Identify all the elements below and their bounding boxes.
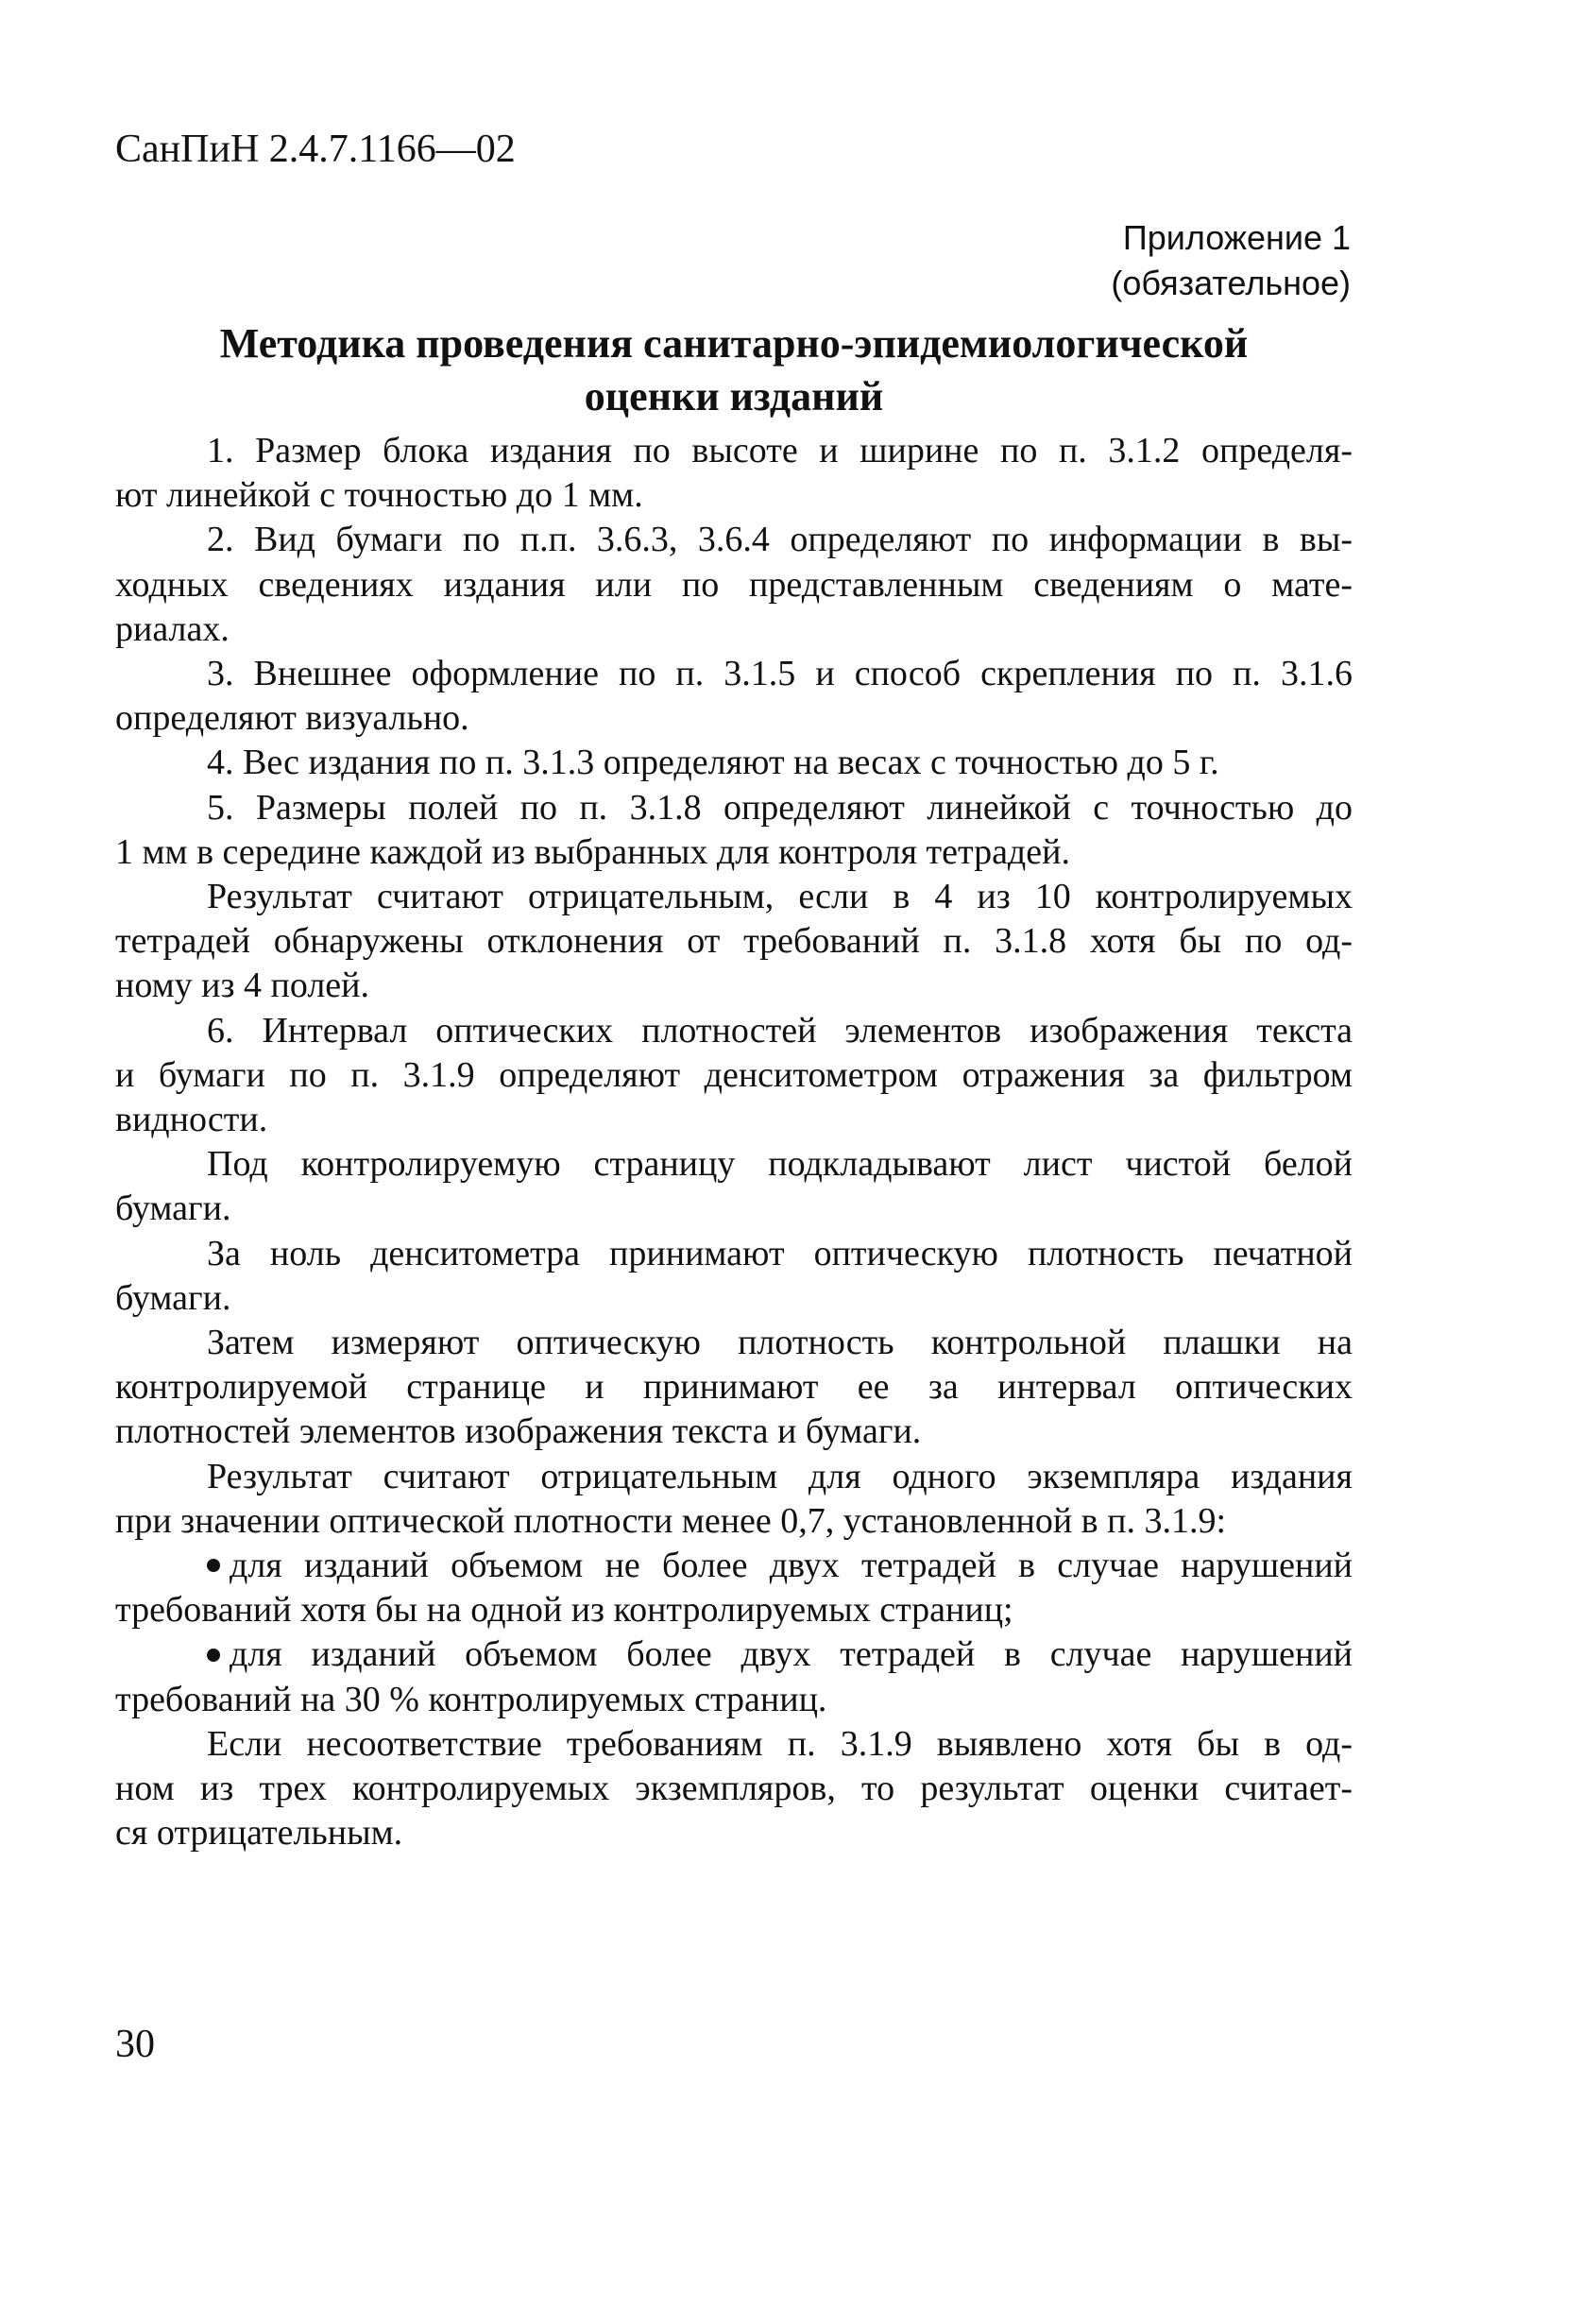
paragraph <box>115 786 1353 875</box>
paragraph-line-text: и бумаги по п. 3.1.9 определяют денситометром отражения за фильтром <box>115 1054 1353 1095</box>
paragraph-line-text: бумаги. <box>115 1188 231 1229</box>
paragraph-line <box>115 964 1353 1008</box>
paragraph-line <box>115 563 1353 607</box>
bullet-icon <box>207 1649 220 1662</box>
paragraph-line <box>115 696 1353 741</box>
bullet-icon <box>207 1559 220 1572</box>
paragraph-line-text: 1. Размер блока издания по высоте и ширине по п. 3.1.2 определя- <box>207 431 1353 470</box>
paragraph-line-text: Результат считают отрицательным для одного экземпляра издания <box>207 1456 1353 1496</box>
paragraph-line <box>115 786 1353 830</box>
paragraph-line <box>115 875 1353 919</box>
paragraph-line <box>115 741 1353 785</box>
paragraph-line-text: требований на 30 % контролируемых страниц. <box>115 1679 827 1719</box>
document-code: СанПиН 2.4.7.1166—02 <box>115 128 516 171</box>
paragraph-line <box>115 1187 1353 1231</box>
paragraph-line-text: Под контролируемую страницу подкладывают лист чистой белой <box>207 1144 1353 1185</box>
paragraph-line-text: 6. Интервал оптических плотностей элементов изображения текста <box>207 1010 1353 1051</box>
paragraph-line <box>115 1588 1353 1632</box>
paragraph-line <box>115 1321 1353 1365</box>
paragraph <box>115 875 1353 1009</box>
paragraph-line <box>115 429 1353 473</box>
paragraph <box>115 1455 1353 1544</box>
paragraph-line <box>115 1632 1353 1677</box>
paragraph-line <box>115 607 1353 652</box>
paragraph-line-text: требований хотя бы на одной из контролируемых страниц; <box>115 1590 1013 1631</box>
paragraph <box>115 429 1353 518</box>
page-title-line: оценки изданий <box>584 373 884 419</box>
paragraph-line <box>115 1678 1353 1722</box>
paragraph-line-text: ют линейкой с точностью до 1 мм. <box>115 475 643 516</box>
paragraph <box>115 1009 1353 1143</box>
body-text <box>115 429 1353 1856</box>
paragraph-line-text: 4. Вес издания по п. 3.1.3 определяют на весах с точностью до 5 г. <box>207 743 1219 783</box>
bullet-paragraph <box>115 1632 1353 1721</box>
paragraph-line <box>115 830 1353 875</box>
paragraph-line <box>115 1767 1353 1811</box>
appendix-label <box>1111 215 1351 306</box>
paragraph-line <box>115 1009 1353 1053</box>
paragraph <box>115 741 1353 785</box>
page-number: 30 <box>115 2023 155 2066</box>
page-title <box>115 317 1353 423</box>
paragraph-line <box>115 652 1353 696</box>
paragraph-line <box>115 1276 1353 1321</box>
paragraph-line <box>115 1455 1353 1499</box>
paragraph <box>115 1722 1353 1856</box>
paragraph-line <box>115 1544 1353 1588</box>
paragraph-line-text: бумаги. <box>115 1277 231 1318</box>
paragraph-line-text: видности. <box>115 1100 268 1140</box>
paragraph-line <box>115 1142 1353 1187</box>
paragraph-line-text: 1 мм в середине каждой из выбранных для контроля тетрадей. <box>115 831 1070 872</box>
paragraph-line-text: За ноль денситометра принимают оптическую плотность печатной <box>207 1233 1353 1273</box>
paragraph-line-text: 2. Вид бумаги по п.п. 3.6.3, 3.6.4 определяют по информации в вы- <box>207 520 1353 560</box>
paragraph-line-text: ному из 4 полей. <box>115 965 370 1006</box>
paragraph-line <box>115 1365 1353 1410</box>
paragraph-line <box>115 1098 1353 1142</box>
paragraph <box>115 1232 1353 1321</box>
paragraph-line <box>115 1410 1353 1454</box>
paragraph-line-text: 5. Размеры полей по п. 3.1.8 определяют линейкой с точностью до <box>207 787 1353 828</box>
paragraph <box>115 518 1353 652</box>
paragraph-line-text: контролируемой странице и принимают ее за интервал оптических <box>115 1367 1353 1408</box>
paragraph-line-text: определяют визуально. <box>115 698 469 739</box>
paragraph-line-text: ном из трех контролируемых экземпляров, то результат оценки считает- <box>115 1769 1353 1809</box>
paragraph <box>115 652 1353 741</box>
paragraph-line-text: Если несоответствие требованиям п. 3.1.9 выявлено хотя бы в од- <box>207 1723 1353 1764</box>
paragraph-line-text: Затем измеряют оптическую плотность контрольной плашки на <box>207 1323 1353 1363</box>
paragraph-line-text: для изданий объемом более двух тетрадей в случае нарушений <box>230 1634 1353 1675</box>
paragraph-line <box>115 518 1353 562</box>
paragraph-line-text: 3. Внешнее оформление по п. 3.1.5 и способ скрепления по п. 3.1.6 <box>207 654 1353 694</box>
page-title-line: Методика проведения санитарно-эпидемиологической <box>219 320 1249 367</box>
paragraph-line-text: плотностей элементов изображения текста и бумаги. <box>115 1411 922 1452</box>
paragraph-line-text: для изданий объемом не более двух тетрадей в случае нарушений <box>230 1546 1353 1586</box>
paragraph-line-text: ходных сведениях издания или по представленным сведениям о мате- <box>115 564 1353 605</box>
paragraph-line <box>115 1722 1353 1767</box>
paragraph-line-text: Результат считают отрицательным, если в 4 из 10 контролируемых <box>207 877 1353 917</box>
paragraph-line-text: риалах. <box>115 608 230 649</box>
paragraph-line <box>115 1053 1353 1098</box>
paragraph-line-text: тетрадей обнаружены отклонения от требований п. 3.1.8 хотя бы по од- <box>115 921 1353 962</box>
bullet-paragraph <box>115 1544 1353 1632</box>
appendix-number: Приложение 1 <box>1122 218 1351 257</box>
paragraph-line <box>115 1811 1353 1855</box>
paragraph-line <box>115 919 1353 964</box>
paragraph-line-text: при значении оптической плотности менее 0,7, установленной в п. 3.1.9: <box>115 1500 1227 1541</box>
appendix-status: (обязательное) <box>1111 264 1351 302</box>
paragraph <box>115 1142 1353 1231</box>
paragraph <box>115 1321 1353 1455</box>
paragraph-line <box>115 1232 1353 1276</box>
paragraph-line <box>115 1499 1353 1544</box>
paragraph-line <box>115 473 1353 518</box>
paragraph-line-text: ся отрицательным. <box>115 1813 403 1854</box>
